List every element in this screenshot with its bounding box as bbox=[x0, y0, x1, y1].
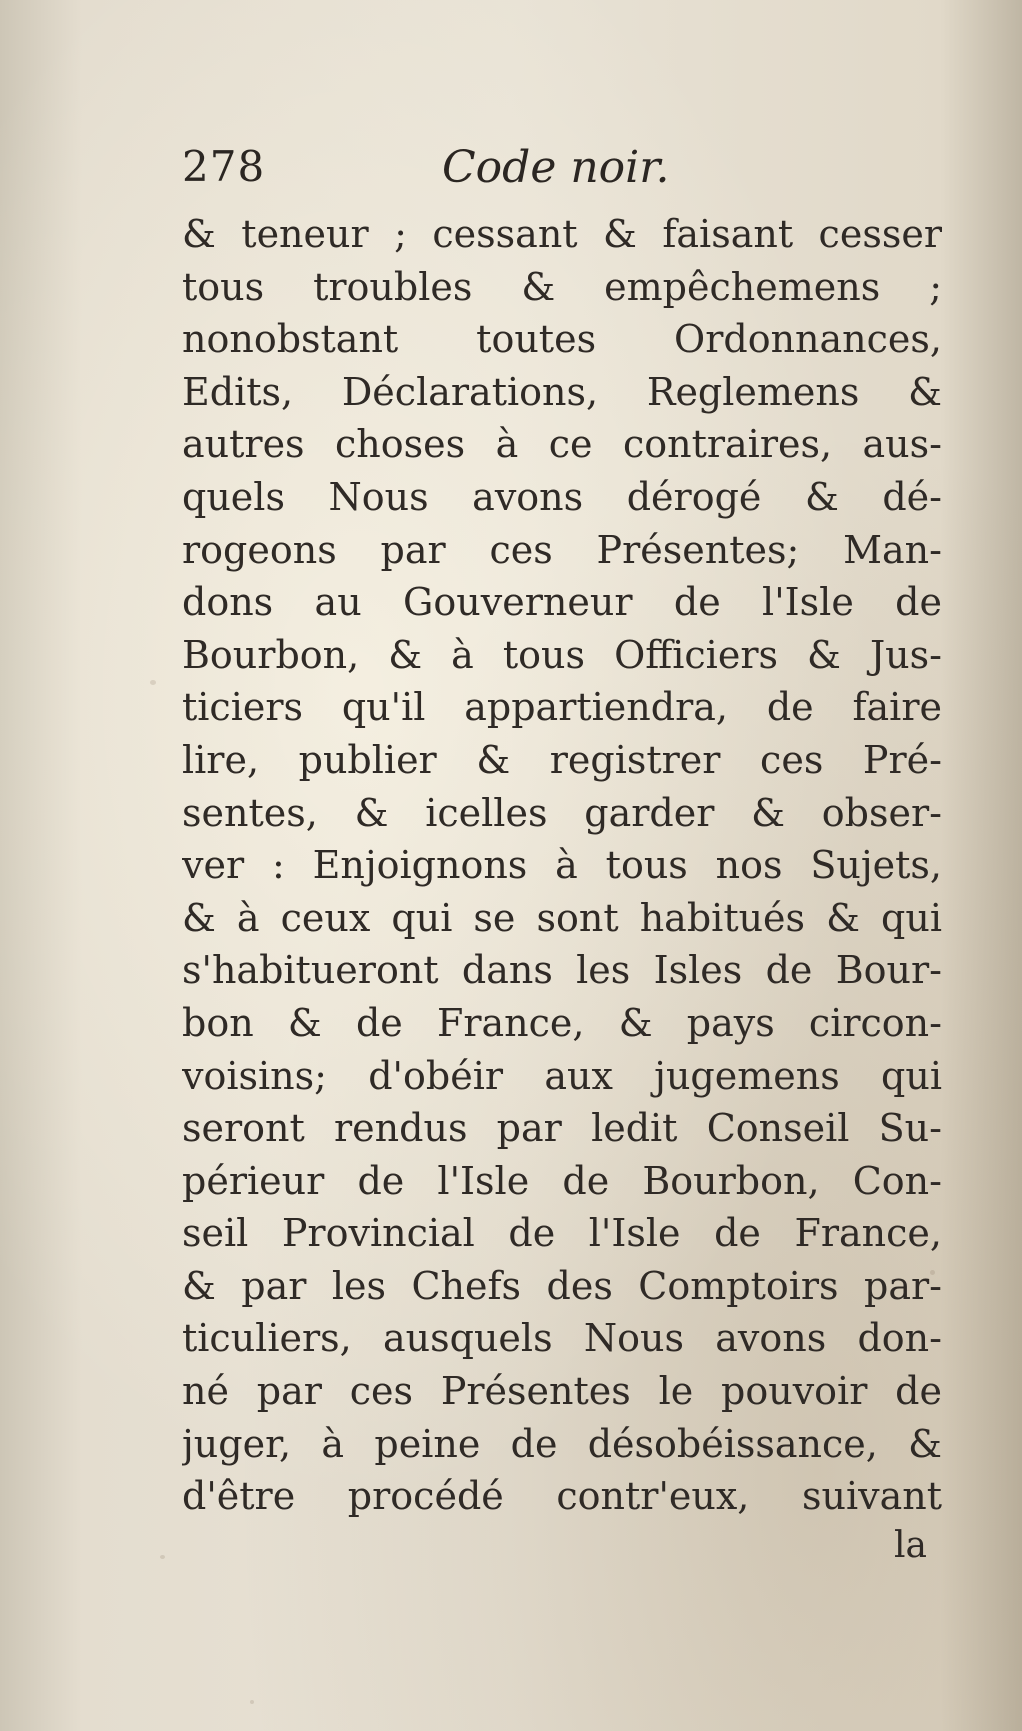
paper-spot bbox=[160, 1555, 165, 1559]
text-line: ticiers qu'il appartiendra, de faire bbox=[182, 685, 942, 730]
text-line: Edits, Déclarations, Reglemens & bbox=[182, 369, 942, 414]
running-title: Code noir. bbox=[442, 142, 670, 193]
text-line: & par les Chefs des Comptoirs par- bbox=[182, 1263, 942, 1308]
text-line: rogeons par ces Présentes; Man- bbox=[182, 527, 942, 572]
text-line: nonobstant toutes Ordonnances, bbox=[182, 317, 942, 362]
text-line: tous troubles & empêchemens ; bbox=[182, 264, 942, 309]
text-line: bon & de France, & pays circon- bbox=[182, 1000, 942, 1045]
text-line: périeur de l'Isle de Bourbon, Con- bbox=[182, 1158, 942, 1203]
text-line: ticuliers, ausquels Nous avons don- bbox=[182, 1316, 942, 1361]
text-line: seront rendus par ledit Conseil Su- bbox=[182, 1106, 942, 1151]
catchword: la bbox=[894, 1525, 927, 1566]
text-line: autres choses à ce contraires, aus- bbox=[182, 422, 942, 467]
text-line: & à ceux qui se sont habitués & qui bbox=[182, 895, 942, 940]
text-line: s'habitueront dans les Isles de Bour- bbox=[182, 948, 942, 993]
text-line: d'être procédé contr'eux, suivant bbox=[182, 1474, 942, 1519]
paper-spot bbox=[250, 1700, 254, 1704]
text-line: voisins; d'obéir aux jugemens qui bbox=[182, 1053, 942, 1098]
text-line: Bourbon, & à tous Officiers & Jus- bbox=[182, 632, 942, 677]
text-line: né par ces Présentes le pouvoir de bbox=[182, 1369, 942, 1414]
text-line: sentes, & icelles garder & obser- bbox=[182, 790, 942, 835]
body-text bbox=[182, 208, 942, 1523]
text-line: dons au Gouverneur de l'Isle de bbox=[182, 580, 942, 625]
text-line: lire, publier & registrer ces Pré- bbox=[182, 737, 942, 782]
text-line: quels Nous avons dérogé & dé- bbox=[182, 474, 942, 519]
paper-spot bbox=[150, 680, 156, 685]
text-line: ver : Enjoignons à tous nos Sujets, bbox=[182, 843, 942, 888]
text-line: & teneur ; cessant & faisant cesser bbox=[182, 212, 942, 256]
text-line: seil Provincial de l'Isle de France, bbox=[182, 1211, 942, 1256]
text-line: juger, à peine de désobéissance, & bbox=[182, 1421, 942, 1466]
running-head bbox=[182, 142, 942, 202]
page-number: 278 bbox=[182, 142, 266, 191]
